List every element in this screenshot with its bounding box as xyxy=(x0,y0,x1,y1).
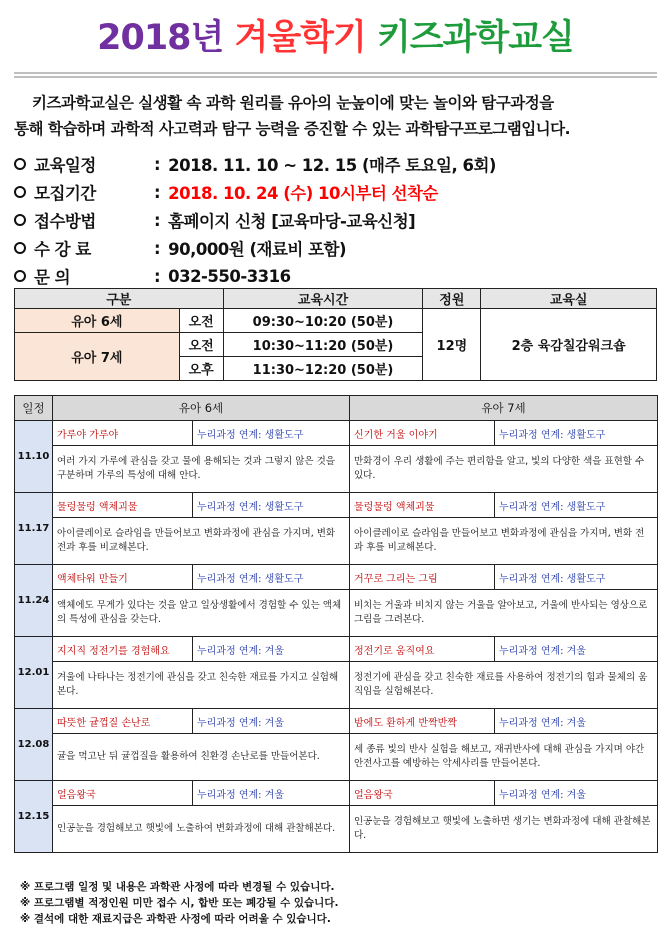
curriculum-header-age-7: 유아 7세 xyxy=(350,396,658,421)
program-description-age-7: 비치는 거울과 비치지 않는 거울을 알아보고, 거울에 반사되는 영상으로 그림을 그려본다. xyxy=(350,590,658,637)
note-1: ※ 프로그램 일정 및 내용은 과학관 사정에 따라 변경될 수 있습니다. xyxy=(20,881,335,893)
schedule-age-6: 유아 6세 xyxy=(15,309,180,333)
program-title-age-6: 지지직 정전기를 경험해요 xyxy=(53,637,193,662)
nuri-link-age-6: 누리과정 연계: 겨울 xyxy=(193,781,350,806)
curriculum-date: 11.17 xyxy=(15,493,53,565)
notes xyxy=(20,879,660,927)
program-description-age-6: 여러 가지 가루에 관심을 갖고 물에 용해되는 것과 그렇지 않은 것을 구분하며 가루의 특성에 대해 안다. xyxy=(53,446,350,493)
circle-bullet-icon xyxy=(14,158,26,170)
program-title-age-7: 정전기로 움직여요 xyxy=(350,637,495,662)
curriculum-row xyxy=(15,565,658,590)
program-description-age-6: 귤을 먹고난 뒤 귤껍질을 활용하여 친환경 손난로를 만들어본다. xyxy=(53,734,350,781)
schedule-age-7: 유아 7세 xyxy=(15,333,180,381)
circle-bullet-icon xyxy=(14,242,26,254)
curriculum-date: 11.24 xyxy=(15,565,53,637)
info-row xyxy=(14,206,657,234)
nuri-link-age-7: 누리과정 연계: 겨울 xyxy=(495,781,658,806)
curriculum-description-row xyxy=(15,806,658,853)
program-title-age-6: 따뜻한 귤껍질 손난로 xyxy=(53,709,193,734)
info-value: 홈페이지 신청 [교육마당-교육신청] xyxy=(168,212,416,231)
intro-line-2: 통해 학습하며 과학적 사고력과 탐구 능력을 증진할 수 있는 과학탐구프로그램입니다. xyxy=(14,120,571,138)
program-description-age-6: 인공눈을 경험해보고 햇빛에 노출하여 변화과정에 대해 관찰해본다. xyxy=(53,806,350,853)
info-colon: : xyxy=(154,154,161,174)
schedule-header-category: 구분 xyxy=(15,289,224,309)
nuri-link-age-6: 누리과정 연계: 생활도구 xyxy=(193,565,350,590)
curriculum-header-age-6: 유아 6세 xyxy=(53,396,350,421)
info-colon: : xyxy=(154,238,161,258)
program-title-age-6: 물렁물렁 액체괴물 xyxy=(53,493,193,518)
curriculum-description-row xyxy=(15,446,658,493)
schedule-session-am: 오전 xyxy=(179,333,223,357)
note-2: ※ 프로그램별 적정인원 미만 접수 시, 합반 또는 폐강될 수 있습니다. xyxy=(20,897,339,909)
program-description-age-6: 액체에도 무게가 있다는 것을 알고 일상생활에서 경험할 수 있는 액체의 특성에 관심을 갖는다. xyxy=(53,590,350,637)
curriculum-row xyxy=(15,637,658,662)
info-row xyxy=(14,234,657,262)
curriculum-description-row xyxy=(15,662,658,709)
program-description-age-7: 인공눈을 경험해보고 햇빛에 노출하면 생기는 변화과정에 대해 관찰해본다. xyxy=(350,806,658,853)
program-description-age-7: 세 종류 빛의 반사 실험을 해보고, 재귀반사에 대해 관심을 가지며 야간 안전사고를 예방하는 악세사리를 만들어본다. xyxy=(350,734,658,781)
info-row xyxy=(14,178,657,206)
info-label: 교육일정 xyxy=(34,156,96,175)
schedule-time-2: 10:30~11:20 (50분) xyxy=(223,333,423,357)
info-list xyxy=(14,150,657,290)
program-title-age-7: 얼음왕국 xyxy=(350,781,495,806)
info-value: 2018. 11. 10 ~ 12. 15 (매주 토요일, 6회) xyxy=(168,156,496,175)
schedule-header-room: 교육실 xyxy=(481,289,657,309)
nuri-link-age-6: 누리과정 연계: 겨울 xyxy=(193,709,350,734)
curriculum-date: 12.01 xyxy=(15,637,53,709)
info-label: 수 강 료 xyxy=(34,240,91,259)
info-label: 모집기간 xyxy=(34,184,96,203)
program-description-age-7: 아이클레이로 슬라임을 만들어보고 변화과정에 관심을 가지며, 변화 전과 후를 비교해본다. xyxy=(350,518,658,565)
info-label: 문 의 xyxy=(34,268,71,287)
schedule-time-3: 11:30~12:20 (50분) xyxy=(223,357,423,381)
schedule-time-1: 09:30~10:20 (50분) xyxy=(223,309,423,333)
schedule-room: 2층 육감칠감워크숍 xyxy=(481,309,657,381)
nuri-link-age-7: 누리과정 연계: 생활도구 xyxy=(495,493,658,518)
curriculum-description-row xyxy=(15,518,658,565)
info-row xyxy=(14,150,657,178)
nuri-link-age-7: 누리과정 연계: 겨울 xyxy=(495,637,658,662)
title-divider-top xyxy=(14,72,657,74)
curriculum-row xyxy=(15,493,658,518)
schedule-header-time: 교육시간 xyxy=(223,289,423,309)
program-description-age-6: 아이클레이로 슬라임을 만들어보고 변화과정에 관심을 가지며, 변화 전과 후를 비교해본다. xyxy=(53,518,350,565)
title-winter: 겨울학기 xyxy=(234,18,366,58)
curriculum-description-row xyxy=(15,734,658,781)
info-colon: : xyxy=(154,182,161,202)
info-value: 2018. 10. 24 (수) 10시부터 선착순 xyxy=(168,184,438,203)
note-3: ※ 결석에 대한 재료지급은 과학관 사정에 따라 어려울 수 있습니다. xyxy=(20,913,331,925)
program-title-age-6: 얼음왕국 xyxy=(53,781,193,806)
curriculum-description-row xyxy=(15,590,658,637)
curriculum-row xyxy=(15,781,658,806)
program-title-age-6: 가루야 가루야 xyxy=(53,421,193,446)
info-colon: : xyxy=(154,210,161,230)
info-value: 90,000원 (재료비 포함) xyxy=(168,240,346,259)
title-divider-bottom xyxy=(14,76,657,78)
title-year: 2018년 xyxy=(97,18,224,58)
title-block xyxy=(0,8,671,68)
schedule-header-capacity: 정원 xyxy=(423,289,481,309)
circle-bullet-icon xyxy=(14,214,26,226)
program-title-age-7: 신기한 거울 이야기 xyxy=(350,421,495,446)
curriculum-header-date: 일정 xyxy=(15,396,53,421)
curriculum-date: 12.15 xyxy=(15,781,53,853)
nuri-link-age-6: 누리과정 연계: 생활도구 xyxy=(193,421,350,446)
curriculum-row xyxy=(15,709,658,734)
program-title-age-6: 액체타워 만들기 xyxy=(53,565,193,590)
info-row xyxy=(14,262,657,290)
curriculum-date: 12.08 xyxy=(15,709,53,781)
schedule-session-pm: 오후 xyxy=(179,357,223,381)
title-kids: 키즈과학교실 xyxy=(376,18,574,58)
program-title-age-7: 거꾸로 그리는 그림 xyxy=(350,565,495,590)
program-description-age-6: 겨울에 나타나는 정전기에 관심을 갖고 친숙한 재료를 가지고 실험해본다. xyxy=(53,662,350,709)
schedule-table xyxy=(14,288,657,381)
intro-paragraph xyxy=(14,90,657,142)
info-label: 접수방법 xyxy=(34,212,96,231)
page-title xyxy=(0,8,671,68)
curriculum-row xyxy=(15,421,658,446)
nuri-link-age-6: 누리과정 연계: 겨울 xyxy=(193,637,350,662)
program-title-age-7: 밤에도 환하게 반짝반짝 xyxy=(350,709,495,734)
curriculum-table xyxy=(14,395,658,853)
program-description-age-7: 정전기에 관심을 갖고 친숙한 재료를 사용하여 정전기의 힘과 물체의 움직임을 실험해본다. xyxy=(350,662,658,709)
curriculum-date: 11.10 xyxy=(15,421,53,493)
nuri-link-age-7: 누리과정 연계: 생활도구 xyxy=(495,565,658,590)
circle-bullet-icon xyxy=(14,270,26,282)
nuri-link-age-6: 누리과정 연계: 생활도구 xyxy=(193,493,350,518)
intro-line-1: 키즈과학교실은 실생활 속 과학 원리를 유아의 눈높이에 맞는 놀이와 탐구과정을 xyxy=(32,94,554,112)
nuri-link-age-7: 누리과정 연계: 생활도구 xyxy=(495,421,658,446)
schedule-capacity: 12명 xyxy=(423,309,481,381)
info-value: 032-550-3316 xyxy=(168,266,291,286)
nuri-link-age-7: 누리과정 연계: 겨울 xyxy=(495,709,658,734)
program-title-age-7: 물렁물렁 액체괴물 xyxy=(350,493,495,518)
program-description-age-7: 만화경이 우리 생활에 주는 편리함을 알고, 빛의 다양한 색을 표현할 수 있다. xyxy=(350,446,658,493)
info-colon: : xyxy=(154,266,161,286)
circle-bullet-icon xyxy=(14,186,26,198)
schedule-session-am: 오전 xyxy=(179,309,223,333)
